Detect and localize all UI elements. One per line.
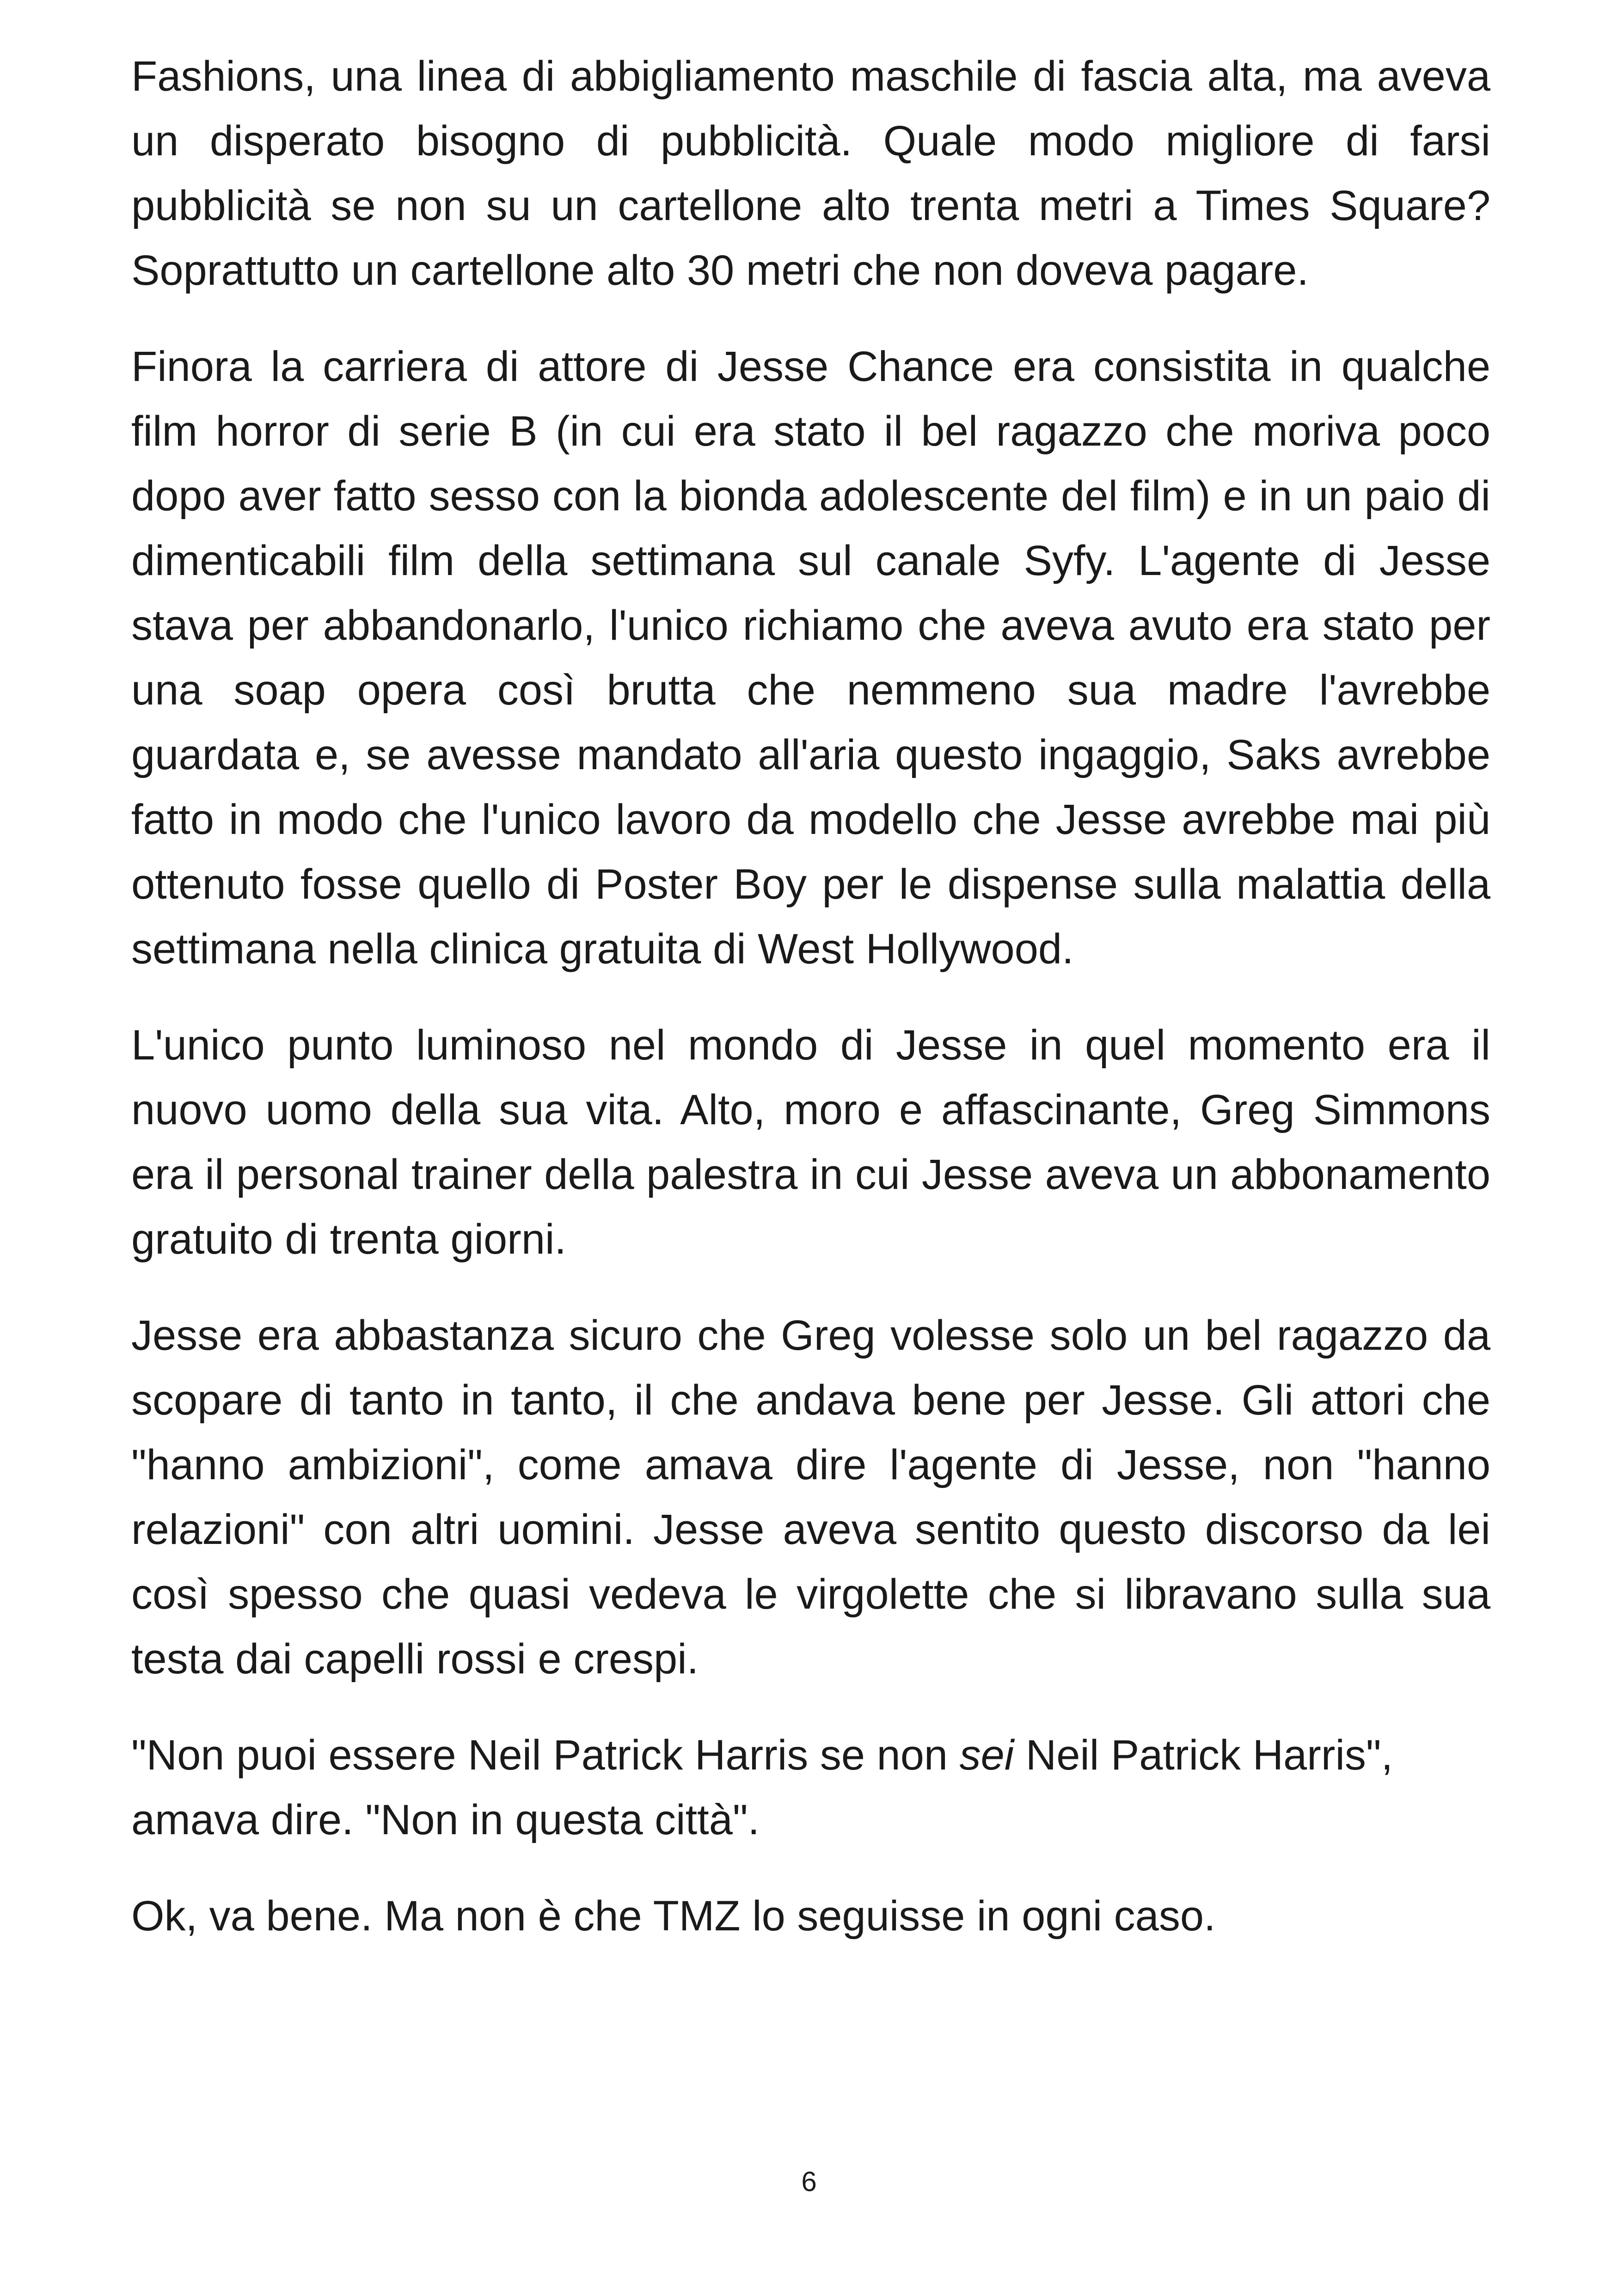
paragraph-6: Ok, va bene. Ma non è che TMZ lo seguisse in ogni caso.	[131, 1892, 1216, 1940]
quote-text-after: Neil Patrick Harris", amava dire. "Non in questa città".	[131, 1732, 1393, 1843]
body-text	[131, 44, 1490, 1980]
paragraph-2: Finora la carriera di attore di Jesse Chance era consistita in qualche film horror di serie B (in cui era stato il bel ragazzo che moriva poco dopo aver fatto sesso con la bionda adolescente del film) e in un paio di dimenticabili film della settimana sul canale Syfy. L'agente di Jesse stava per abbandonarlo, l'unico richiamo che aveva avuto era stato per una soap opera così brutta che nemmeno sua madre l'avrebbe guardata e, se avesse mandato all'aria questo ingaggio, Saks avrebbe fatto in modo che l'unico lavoro da modello che Jesse avrebbe mai più ottenuto fosse quello di Poster Boy per le dispense sulla malattia della settimana nella clinica gratuita di West Hollywood.	[131, 343, 1490, 973]
paragraph-4: Jesse era abbastanza sicuro che Greg volesse solo un bel ragazzo da scopare di tanto in tanto, il che andava bene per Jesse. Gli attori che "hanno ambizioni", come amava dire l'agente di Jesse, non "hanno relazioni" con altri uomini. Jesse aveva sentito questo discorso da lei così spesso che quasi vedeva le virgolette che si libravano sulla sua testa dai capelli rossi e crespi.	[131, 1312, 1490, 1683]
quote-text-before: "Non puoi essere Neil Patrick Harris se non	[131, 1732, 960, 1779]
paragraph-1: Fashions, una linea di abbigliamento maschile di fascia alta, ma aveva un disperato bisogno di pubblicità. Quale modo migliore di farsi pubblicità se non su un cartellone alto trenta metri a Times Square? Soprattutto un cartellone alto 30 metri che non doveva pagare.	[131, 53, 1490, 294]
page-number: 6	[801, 2166, 817, 2197]
quote-text-italic: sei	[959, 1732, 1014, 1779]
paragraph-5	[131, 1723, 1490, 1852]
paragraph-3: L'unico punto luminoso nel mondo di Jesse in quel momento era il nuovo uomo della sua vita. Alto, moro e affascinante, Greg Simmons era il personal trainer della palestra in cui Jesse aveva un abbonamento gratuito di trenta giorni.	[131, 1022, 1490, 1263]
